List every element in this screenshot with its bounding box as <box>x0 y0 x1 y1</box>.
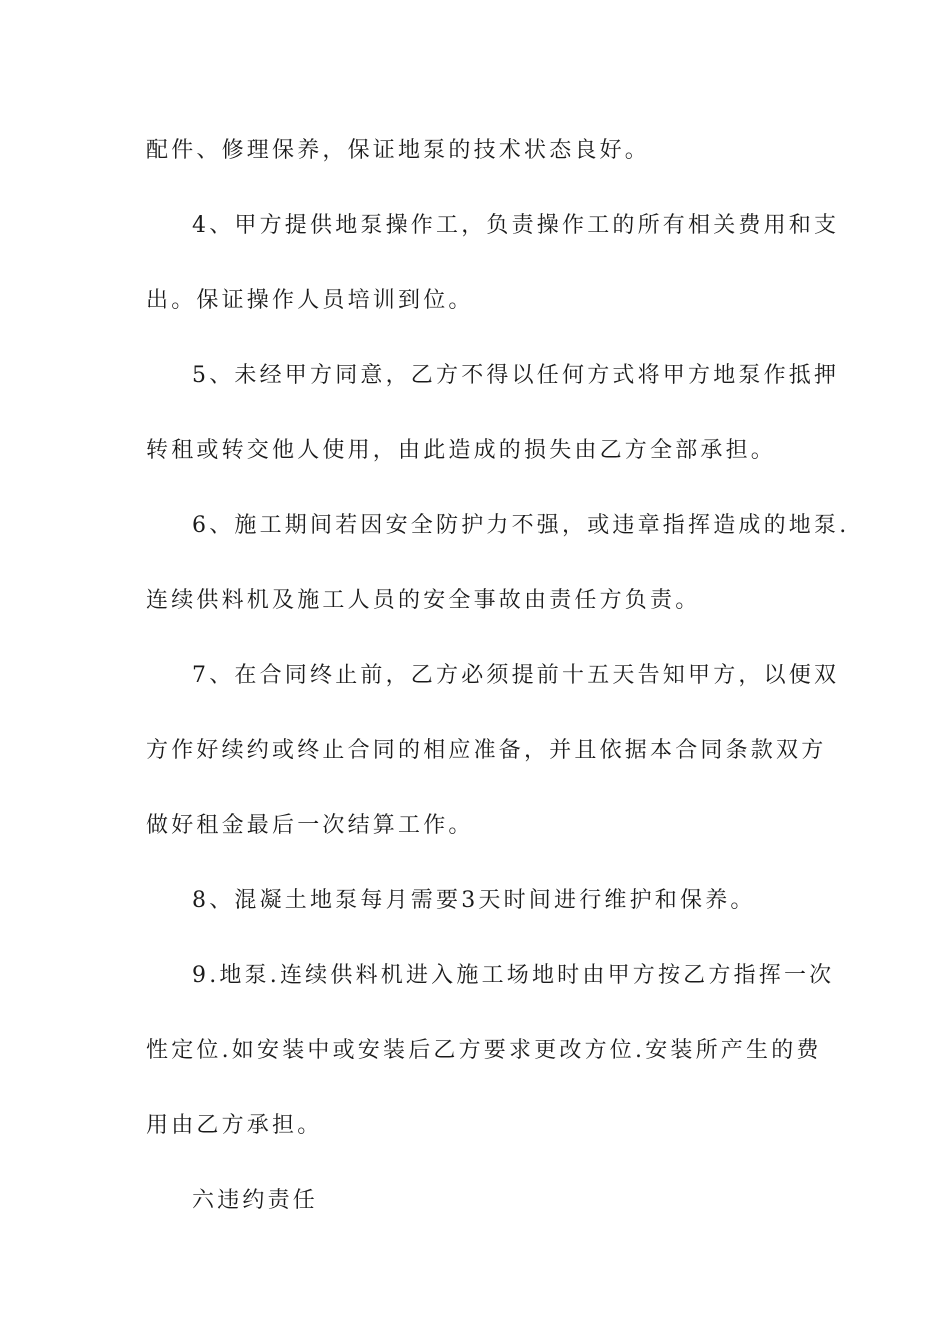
clause-4-line-1: 4、甲方提供地泵操作工，负责操作工的所有相关费用和支 <box>192 213 840 238</box>
clause-5-line-1: 5、未经甲方同意，乙方不得以任何方式将甲方地泵作抵押 <box>192 363 840 388</box>
clause-6-line-1: 6、施工期间若因安全防护力不强，或违章指挥造成的地泵. <box>192 513 850 538</box>
clause-7-line-1: 7、在合同终止前，乙方必须提前十五天告知甲方，以便双 <box>192 663 840 688</box>
section-heading-breach-liability: 六违约责任 <box>192 1188 319 1213</box>
clause-9-line-2: 性定位.如安装中或安装后乙方要求更改方位.安装所产生的费 <box>146 1038 822 1063</box>
clause-6-line-2: 连续供料机及施工人员的安全事故由责任方负责。 <box>146 588 701 613</box>
clause-7-line-2: 方作好续约或终止合同的相应准备，并且依据本合同条款双方 <box>146 738 827 763</box>
clause-9-line-3: 用由乙方承担。 <box>146 1113 323 1138</box>
clause-8-line-1: 8、混凝土地泵每月需要3天时间进行维护和保养。 <box>192 888 756 913</box>
clause-9-line-1: 9.地泵.连续供料机进入施工场地时由甲方按乙方指挥一次 <box>192 963 835 988</box>
clause-4-line-2: 出。保证操作人员培训到位。 <box>146 288 474 313</box>
clause-5-line-2: 转租或转交他人使用，由此造成的损失由乙方全部承担。 <box>146 438 777 463</box>
clause-7-line-3: 做好租金最后一次结算工作。 <box>146 813 474 838</box>
text-line-1: 配件、修理保养，保证地泵的技术状态良好。 <box>146 138 651 163</box>
